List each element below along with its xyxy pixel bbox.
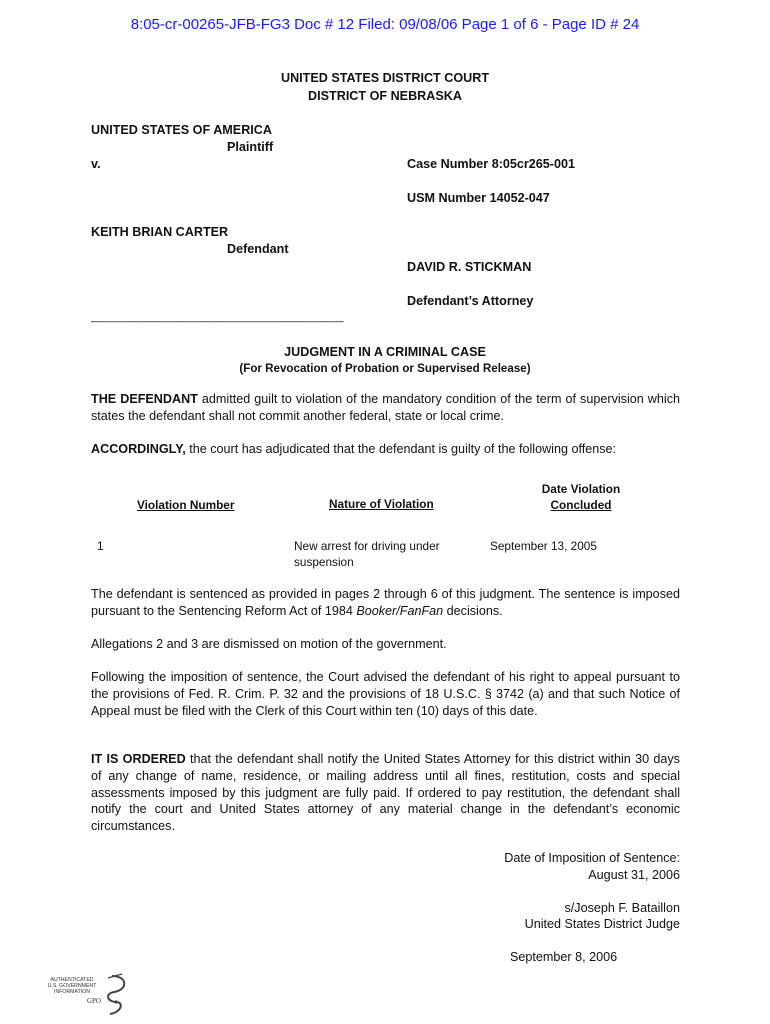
gpo-logo-line4: GPO	[86, 997, 102, 1005]
gpo-logo-line1: AUTHENTICATED	[50, 977, 94, 983]
imposition-date-label: Date of Imposition of Sentence:	[504, 851, 680, 865]
defendant-admission-paragraph	[91, 391, 680, 425]
defendant-lead: THE DEFENDANT	[91, 392, 198, 406]
plaintiff-role: Plaintiff	[227, 140, 274, 154]
gpo-logo-line2: U.S. GOVERNMENT	[47, 983, 97, 989]
sentence-text-1: The defendant is sentenced as provided in pages 2 through 6 of this judgment. The sentence is imposed pursuant to the Sentencing Reform Act of 1984	[91, 587, 680, 618]
allegations-paragraph: Allegations 2 and 3 are dismissed on motion of the government.	[91, 637, 447, 651]
accordingly-lead: ACCORDINGLY,	[91, 442, 186, 456]
document-header-stamp: 8:05-cr-00265-JFB-FG3 Doc # 12 Filed: 09/08/06 Page 1 of 6 - Page ID # 24	[130, 16, 640, 33]
plaintiff-name: UNITED STATES OF AMERICA	[91, 123, 272, 137]
gpo-authentication-seal-icon	[42, 972, 132, 1018]
table-row-date: September 13, 2005	[490, 539, 597, 553]
accordingly-paragraph	[91, 441, 680, 458]
imposition-date: August 31, 2006	[588, 868, 680, 882]
caption-rule: ________________________________________	[91, 311, 344, 323]
judge-signature: s/Joseph F. Bataillon	[564, 901, 680, 915]
sentence-paragraph	[91, 586, 680, 620]
table-row-nature-line2: suspension	[294, 555, 354, 569]
table-row-nature-line1: New arrest for driving under	[294, 539, 440, 553]
defendant-role: Defendant	[227, 242, 289, 256]
col-header-date-line2: Concluded	[550, 498, 612, 512]
judgment-subtitle: (For Revocation of Probation or Supervised Release)	[239, 362, 531, 375]
sentence-italic-case: Booker/FanFan	[356, 603, 444, 618]
defendant-text: admitted guilt to violation of the mandatory condition of the term of supervision which states the defendant shall not commit another federal, state or local crime.	[91, 392, 680, 423]
attorney-role: Defendant’s Attorney	[407, 294, 534, 308]
court-name: UNITED STATES DISTRICT COURT	[280, 71, 490, 85]
versus: v.	[91, 157, 101, 171]
attorney-name: DAVID R. STICKMAN	[407, 260, 532, 274]
gpo-authentication-logo	[42, 972, 132, 1018]
col-header-violation-number: Violation Number	[137, 498, 235, 512]
case-number: Case Number 8:05cr265-001	[407, 157, 576, 171]
usm-number: USM Number 14052-047	[407, 191, 550, 205]
signed-date: September 8, 2006	[510, 950, 618, 964]
gpo-logo-line3: INFORMATION	[54, 989, 90, 995]
appeal-paragraph: Following the imposition of sentence, the Court advised the defendant of his right to appeal pursuant to the provisions of Fed. R. Crim. P. 32 and the provisions of 18 U.S.C. § 3742 (a) and that such Notice of Appeal must be filed with the Clerk of this Court within ten (10) days of this date.	[91, 670, 680, 718]
court-district: DISTRICT OF NEBRASKA	[308, 89, 462, 103]
table-row-violation-number: 1	[97, 539, 104, 553]
sentence-text-2: decisions.	[443, 603, 503, 618]
judge-title: United States District Judge	[524, 917, 680, 931]
col-header-nature: Nature of Violation	[329, 497, 434, 511]
ordered-text: that the defendant shall notify the United States Attorney for this district within 30 days of any change of name, residence, or mailing address until all fines, restitution, costs and special assessments imposed by this judgment are fully paid. If ordered to pay restitution, the defendant shall notify the court and United States attorney of any material change in the defendant’s economic circumstances.	[91, 752, 680, 834]
judgment-title: JUDGMENT IN A CRIMINAL CASE	[284, 345, 486, 359]
ordered-lead: IT IS ORDERED	[91, 752, 186, 766]
col-header-date-line1: Date Violation	[541, 482, 621, 496]
ordered-paragraph	[91, 751, 680, 835]
accordingly-text: the court has adjudicated that the defendant is guilty of the following offense:	[185, 442, 617, 456]
defendant-name: KEITH BRIAN CARTER	[91, 225, 229, 239]
